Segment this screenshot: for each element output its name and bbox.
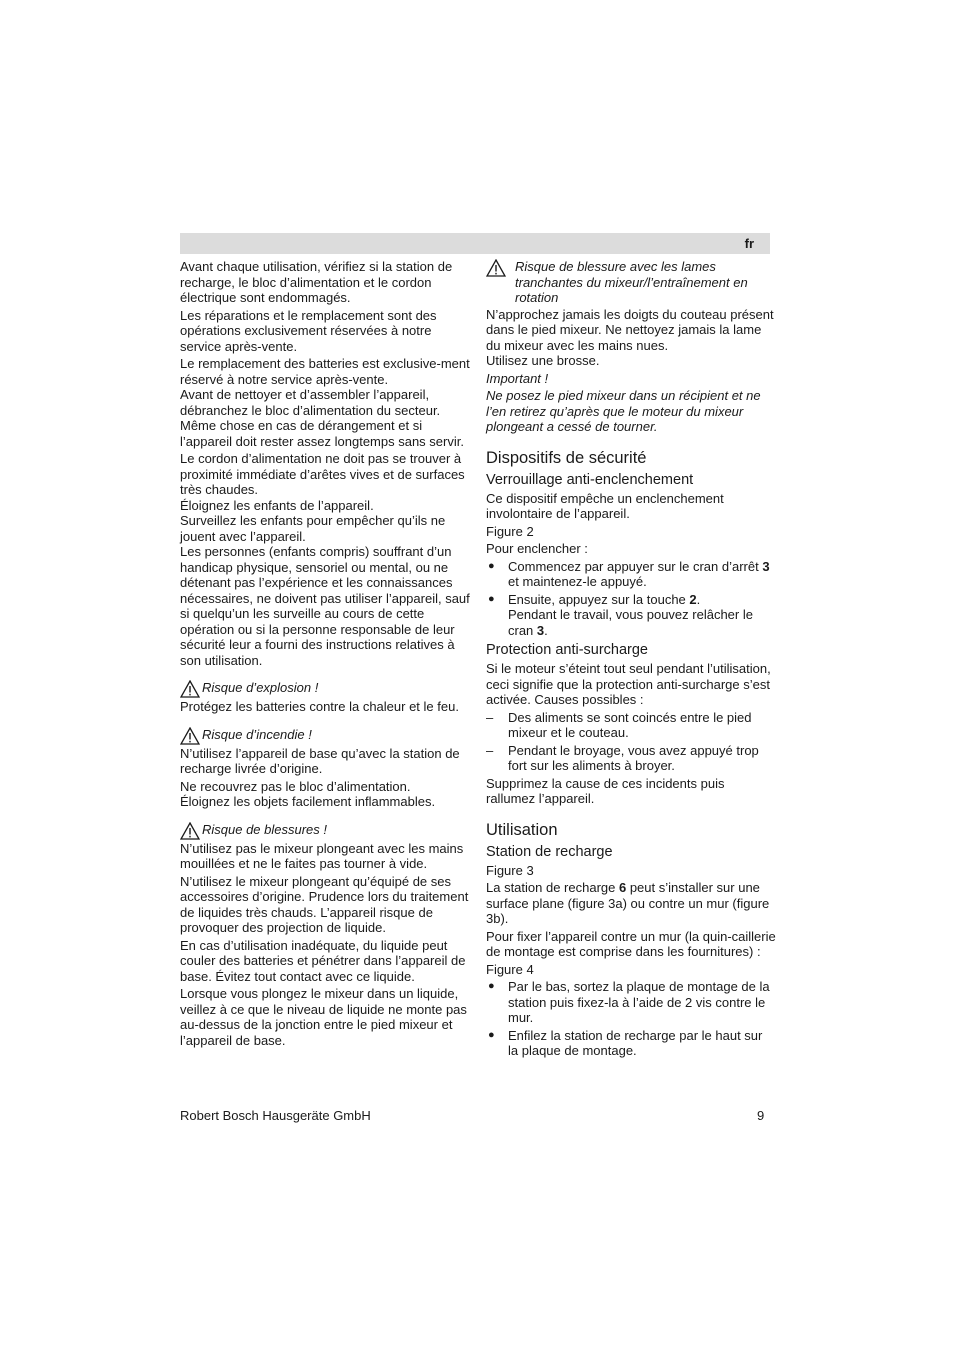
paragraph: Éloignez les objets facilement inflammables. — [180, 794, 436, 809]
paragraph: N’utilisez le mixeur plongeant qu’équipé de ses accessoires d’origine. Prudence lors du traitement de liquides très chauds. L’appareil risque de provoquer des projection de liquide. — [180, 873, 469, 935]
subsection-heading: Verrouillage anti-enclenchement — [486, 471, 694, 488]
paragraph: La station de recharge 6 peut s’installer sur une surface plane (figure 3a) ou contre un mur (figure 3b). — [486, 880, 770, 926]
bullet-list — [486, 559, 776, 639]
figure-reference: Figure 3 — [486, 862, 534, 878]
paragraph: N’approchez jamais les doigts du couteau présent dans le pied mixeur. Ne nettoyez jamais la lame du mixeur avec les mains nues. — [486, 306, 774, 353]
warning-triangle-icon — [180, 727, 202, 745]
warning-title: Risque d’explosion ! — [202, 680, 319, 695]
page-number: 9 — [757, 1108, 765, 1123]
list-item: ● Enfilez la station de recharge par le haut sur la plaque de montage. — [486, 1028, 776, 1059]
warning-blades — [486, 259, 776, 306]
language-label: fr — [744, 236, 754, 251]
paragraph: Pour enclencher : — [486, 541, 588, 556]
paragraph: Éloignez les enfants de l’appareil. — [180, 497, 374, 513]
footer-company: Robert Bosch Hausgeräte GmbH — [180, 1108, 371, 1123]
bullet-list — [486, 979, 776, 1059]
paragraph: Le remplacement des batteries est exclusive-ment réservé à notre service après-vente. — [180, 356, 470, 387]
paragraph: Ne recouvrez pas le bloc d’alimentation. — [180, 778, 411, 794]
figure-reference: Figure 4 — [486, 961, 534, 977]
warning-fire — [180, 727, 470, 745]
section-heading: Utilisation — [486, 820, 558, 839]
warning-title: Risque d’incendie ! — [202, 726, 312, 742]
paragraph: Si le moteur s’éteint tout seul pendant l’utilisation, ceci signifie que la protection anti-surcharge s’est activée. Causes possibles : — [486, 661, 771, 707]
list-item: ● Ensuite, appuyez sur la touche 2. Pendant le travail, vous pouvez relâcher le cran 3. — [486, 592, 776, 639]
left-column — [180, 259, 470, 1050]
list-item: – Des aliments se sont coincés entre le pied mixeur et le couteau. — [486, 710, 776, 741]
list-item: ● Commencez par appuyer sur le cran d’arrêt 3 et maintenez-le appuyé. — [486, 559, 776, 590]
header-bar — [180, 233, 770, 254]
paragraph: Les réparations et le remplacement sont des opérations exclusivement réservées à notre service après-vente. — [180, 307, 437, 354]
warning-title: Risque de blessure avec les lames tranchantes du mixeur/l’entraînement en rotation — [515, 259, 748, 305]
warning-injury — [180, 822, 470, 840]
paragraph: Le cordon d’alimentation ne doit pas se trouver à proximité immédiate d’arêtes vives et de surfaces très chaudes. — [180, 451, 465, 497]
right-column — [486, 259, 776, 1061]
paragraph: Lorsque vous plongez le mixeur dans un liquide, veillez à ce que le niveau de liquide ne monte pas au-dessus de la jonction entre le pied mixeur et l’appareil de base. — [180, 986, 467, 1048]
subsection-heading: Protection anti-surcharge — [486, 642, 648, 658]
paragraph: N’utilisez l’appareil de base qu’avec la station de recharge livrée d’origine. — [180, 745, 460, 776]
important-label: Important ! — [486, 370, 549, 386]
warning-title: Risque de blessures ! — [202, 821, 328, 837]
list-item: ● Par le bas, sortez la plaque de montage de la station puis fixez-la à l’aide de 2 vis contre le mur. — [486, 979, 776, 1026]
warning-triangle-icon — [180, 680, 202, 698]
section-heading: Dispositifs de sécurité — [486, 448, 647, 467]
subsection-heading: Station de recharge — [486, 843, 613, 860]
warning-triangle-icon — [180, 822, 202, 840]
paragraph: Avant chaque utilisation, vérifiez si la station de recharge, le bloc d’alimentation et le cordon électrique sont endommagés. — [180, 259, 453, 305]
paragraph: Ce dispositif empêche un enclenchement involontaire de l’appareil. — [486, 490, 724, 521]
paragraph: En cas d’utilisation inadéquate, du liquide peut couler des batteries et pénétrer dans l’appareil de base. Évitez tout contact avec ce liquide. — [180, 937, 466, 984]
paragraph: Surveillez les enfants pour empêcher qu’ils ne jouent avec l’appareil. — [180, 513, 446, 544]
list-item: – Pendant le broyage, vous avez appuyé trop fort sur les aliments à broyer. — [486, 743, 776, 774]
paragraph: Les personnes (enfants compris) souffrant d’un handicap physique, sensoriel ou mental, ou ne détenant pas l’expérience et les connaissances nécessaires, ne doivent pas utiliser l’appareil, sauf si quelqu’un les surveille au cours de cette opération ou si la personne responsable de leur sécurité leur a fourni des instructions relatives à son utilisation. — [180, 544, 470, 668]
paragraph: Avant de nettoyer et d’assembler l’appareil, débranchez le bloc d’alimentation du secteur. Même chose en cas de dérangement et si l’appareil doit rester assez longtemps sans servir. — [180, 387, 464, 449]
dash-list — [486, 710, 776, 774]
figure-reference: Figure 2 — [486, 523, 534, 539]
paragraph: Protégez les batteries contre la chaleur et le feu. — [180, 699, 459, 714]
warning-triangle-icon — [486, 259, 508, 277]
paragraph: N’utilisez pas le mixeur plongeant avec les mains mouillées et ne le faites pas tourner à vide. — [180, 840, 464, 871]
warning-explosion — [180, 680, 470, 698]
paragraph: Pour fixer l’appareil contre un mur (la quin-caillerie de montage est comprise dans les fournitures) : — [486, 928, 776, 959]
paragraph: Supprimez la cause de ces incidents puis rallumez l’appareil. — [486, 775, 725, 806]
important-text: Ne posez le pied mixeur dans un récipient et ne l’en retirez qu’après que le moteur du mixeur plongeant a cessé de tourner. — [486, 388, 761, 434]
paragraph: Utilisez une brosse. — [486, 353, 600, 368]
